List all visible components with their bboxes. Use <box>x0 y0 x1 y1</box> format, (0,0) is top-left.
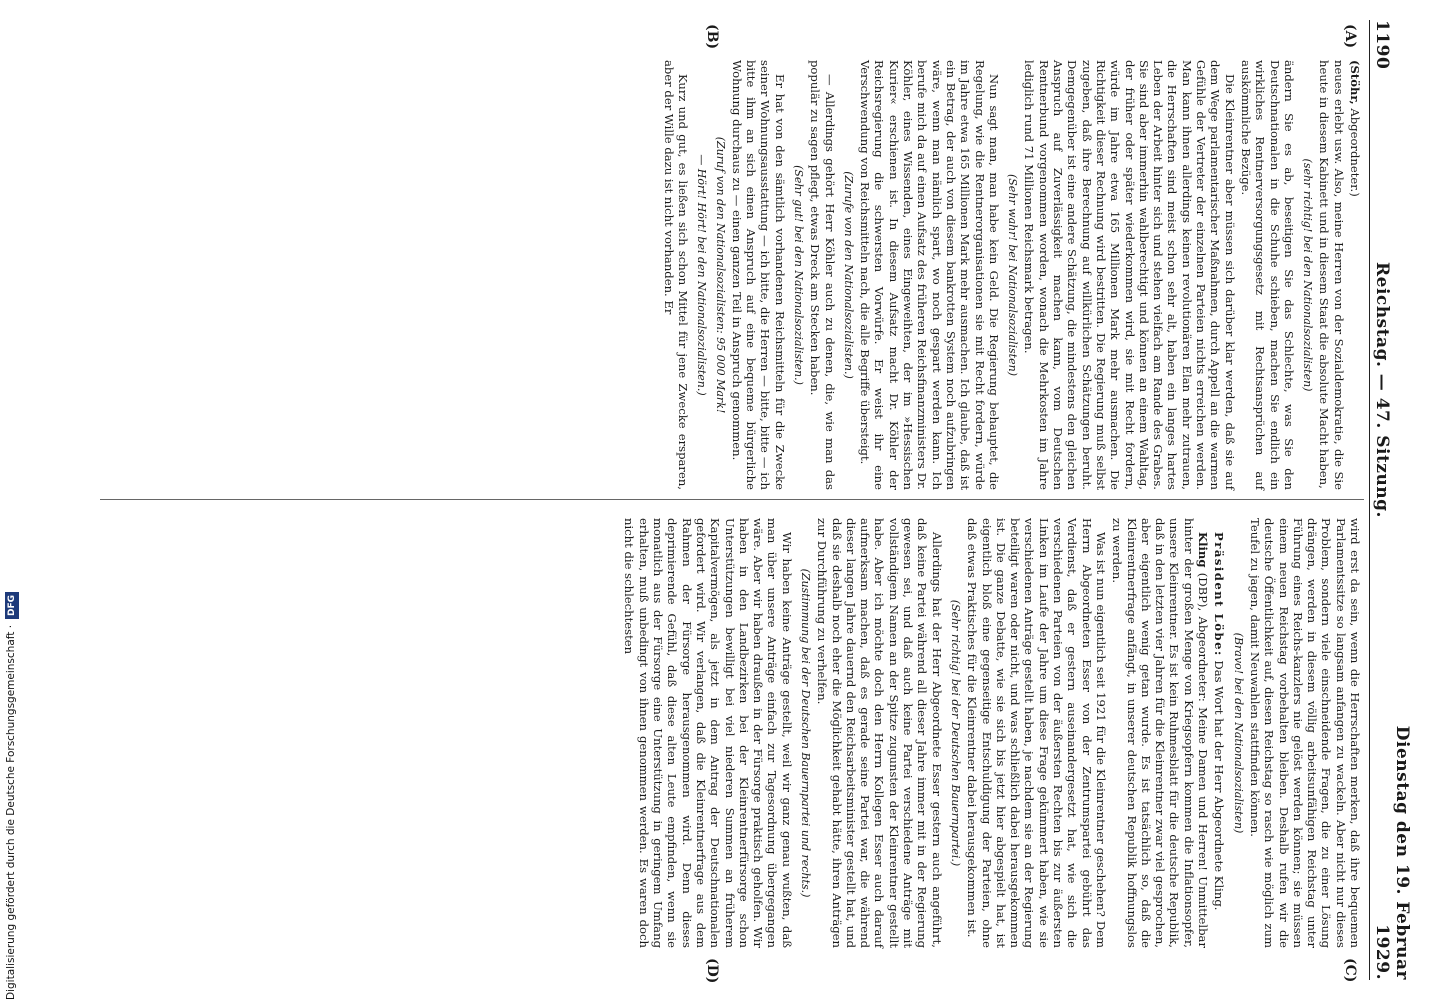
dfg-logo-icon: DFG <box>5 592 19 619</box>
session-title: Reichstag. — 47. Sitzung. <box>1372 262 1392 518</box>
interjection: (Zuruf von den Nationalsozialisten: 95 000 Mark! <box>713 136 727 414</box>
footer-strip <box>0 0 22 1000</box>
paragraph: Er hat von den sämtlich vorhandenen Reichsmitteln für die Zwecke seiner Wohnungsausstattung — ich bitte, die Herren — bitte, bitte — ich bitte ihm an sich einen Anspruch auf eine bequeme bürgerliche Wohnung durchaus zu — einen ganzen Teil in Anspruch genommen. <box>729 60 787 490</box>
paragraph: Die Kleinrentner aber müssen sich darüber klar werden, daß sie auf dem Wege parlamentarischer Maßnahmen, durch Appell an die warmen Gefühle der Vertreter der einzelnen Parteien nichts erreichen werden. Man kann ihnen allerdings keinen revolutionären Elan mehr zutrauen, die Herrschaften sind meist schon sehr alt, haben ein langes hartes Leben der Arbeit hinter sich und stehen vielfach am Rande des Grabes. Sie sind aber immerhin wahlberechtigt und können an einem Wahltag, der früher oder später wiederkommen wird, sie mit Recht fordern, würde im Jahre etwa 165 Millionen Mark mehr ausmachen. Die Richtigkeit dieser Rechnung wird bestritten. Die Regierung muß selbst zugeben, daß ihre Berechnung auf willkürlichen Schätzungen beruht. Demgegenüber ist eine andere Schätzung, die mindestens den gleichen Anspruch auf Zuverlässigkeit machen kann, vom Deutschen Rentnerbund vorgenommen worden, wonach die Mehrkosten im Jahre lediglich rund 71 Millionen Reichsmark betragen. <box>1022 60 1237 490</box>
president-name: Präsident Löbe: <box>1212 532 1227 657</box>
interjection: (Bravo! bei den Nationalsozialisten) <box>1231 632 1245 834</box>
right-column <box>620 518 1362 948</box>
page-number: 1190 <box>1372 20 1392 70</box>
footer-text: Digitalisierung gefördert durch die Deutsche Forschungsgemeinschaft · <box>5 624 17 1000</box>
interjection: (sehr richtig! bei den Nationalsozialisten) <box>1301 158 1315 392</box>
speaker-name: Kling <box>1196 532 1211 568</box>
page-header <box>1369 20 1412 980</box>
speaker-party: (DBP), Abgeordneter: <box>1196 572 1211 702</box>
interjection: (Sehr wahr! bei Nationalsozialisten) <box>1006 173 1020 376</box>
margin-marker-d: (D) <box>704 958 720 984</box>
interjection: (Sehr gut! bei den Nationalsozialisten.) <box>792 165 806 385</box>
paragraph: Wir haben keine Anträge gestellt, weil wir ganz genau wußten, daß man über unsere Anträge einfach zur Tagesordnung übergegangen wäre. Aber wir haben draußen in der Fürsorge praktisch geholfen. Wir haben in den Landbezirken bei der Kleinrentnerfürsorge schon Unterstützungen bewilligt bei viel niederen Summen an früherem Kapitalvermögen, als jetzt in dem Antrag der Deutschnationalen gefordert wird. Wir verlangen, daß die Kleinrentnerfrage aus dem Rahmen der Fürsorge herausgenommen wird. Denn dieses deprimierende Gefühl, daß diese alten Leute empfinden, wenn sie monatlich aus der Fürsorge eine Unterstützung in geringem Umfang erhalten, muß unbedingt von ihnen genommen werden. Es waren doch nicht die schlechtesten <box>622 518 794 948</box>
margin-marker-c: (C) <box>1342 958 1358 983</box>
paragraph: ändern Sie es ab, beseitigen Sie das Schlechte, was Sie den Deutschnationalen in die Schuhe schieben, machen Sie endlich ein wirkliches Rentnerversorgungsgesetz mit Rechtsansprüchen auf auskömmliche Bezüge. <box>1238 60 1296 490</box>
paragraph: Allerdings hat der Herr Abgeordnete Esser gestern auch angeführt, daß keine Partei während all dieser Jahre immer mit in der Regierung gewesen sei, und daß auch keine Partei verschiedene Anträge mit vollständigem Namen an der Spitze zugunsten der Kleinrentner gestellt habe. Aber ich möchte doch den Herrn Kollegen Esser auch darauf aufmerksam machen, daß es gerade seine Partei war, die während dieser langen Jahre dauernd den Reichsarbeitsminister gestellt hat, und daß sie deshalb noch eher die Möglichkeit gehabt hätte, ihren Anträgen zur Durchführung zu verhelfen. <box>815 518 944 948</box>
margin-marker-a: (A) <box>1342 24 1358 49</box>
footer-credit <box>2 0 20 1000</box>
paragraph: wird erst da sein, wenn die Herrschaften merken, daß ihre bequemen Parlamentssitze so langsam anfangen zu wackeln. Aber nicht nur dieses Problem, sondern viele einschneidende Fragen, die zu einer Lösung drängen, werden in diesem völlig arbeitsunfähigen Reichstag unter Führung eines Reichs-kanzlers nie gelöst werden können; sie müssen einem neuen Reichstag vorbehalten bleiben. Deshalb rufen wir die deutsche Öffentlichkeit auf, diesen Reichstag so rasch wie möglich zum Teufel zu jagen, damit Neuwahlen stattfinden können. <box>1247 518 1362 948</box>
president-text: Das Wort hat der Herr Abgeordnete Kling. <box>1212 660 1227 911</box>
paragraph: — Allerdings gehört Herr Köhler auch zu denen, die, wie man das populär zu sagen pflegt, etwas Dreck am Stecken haben. <box>808 60 837 490</box>
paragraph: Meine Damen und Herren! Unmittelbar hinter der großen Menge von Kriegsopfern kommen die Inflationsopfer, unsere Kleinrentner. Es ist kein Ruhmesblatt für die deutsche Republik, daß in den letzten vier Jahren für die Kleinrentner zwar viel gesprochen, aber eigentlich wenig getan wurde. Es ist tatsächlich so, daß die Kleinrentnerfrage anfängt, in unserer deutschen Republik hoffnungslos zu werden. <box>1110 518 1211 948</box>
left-column <box>659 60 1362 490</box>
paragraph: Was ist nun eigentlich seit 1921 für die Kleinrentner geschehen? Dem Herrn Abgeordneten Esser von der Zentrumspartei gebührt das Verdienst, daß er gestern auseinandergesetzt hat, wie sich die verschiedenen Parteien von der äußersten Rechten bis zur äußersten Linken im Laufe der Jahre um diese Frage gekümmert haben, wie sie verschiedenen Anträge gestellt haben, je nachdem sie an der Regierung beteiligt waren oder nicht, und was schließlich dabei herausgekommen ist. Die ganze Debatte, wie sie sich bis jetzt hier abgespielt hat, ist eigentlich bloß eine gegenseitige Entschuldigung der Parteien, ohne daß etwas Praktisches für die Kleinrentner dabei herausgekommen ist. <box>965 518 1108 948</box>
interjection: (Zurufe von den Nationalsozialisten.) <box>841 171 855 379</box>
interjection: (Zustimmung bei der Deutschen Bauernpartei und rechts.) <box>799 568 813 898</box>
interjection: (Sehr richtig! bei der Deutschen Bauernpartei.) <box>948 599 962 867</box>
paragraph: Nun sagt man, man habe kein Geld. Die Regierung behauptet, die Regelung, wie die Rentnerorganisationen sie mit Recht fordern, würde im Jahre etwa 165 Millionen Mark mehr ausmachen. Ich glaube, daß ist ein Betrag, der auch von diesem bankrotten System noch aufzubringen wäre, wenn man nämlich spart, wo noch gespart werden kann. Ich berufe mich da auf einen Aufsatz des früheren Reichsfinanzministers Dr. Köhler, eines Wissenden, eines Eingeweihten, der im »Hessischen Kurier« erschienen ist. In diesem Aufsatz macht Dr. Köhler der Reichsregierung die schwersten Vorwürfe. Er weist ihr eine Verschwendung von Reichsmitteln nach, die alle Begriffe übersteigt. <box>858 60 1001 490</box>
kling-line <box>1110 518 1210 948</box>
speaker-name: (Stöhr, <box>1348 60 1362 105</box>
speaker-role: Abgeordneter.) <box>1348 108 1362 197</box>
session-date: Dienstag den 19. Februar 1929. <box>1372 725 1412 980</box>
paragraph: neues erlebt usw. Also, meine Herren von der Sozialdemokratie, die Sie heute in diesem Kabinett und in diesem Staat die absolute Macht haben, <box>1317 60 1346 490</box>
paragraph: Kurz und gut, es ließen sich schon Mittel für jene Zwecke ersparen, aber der Wille dazu ist nicht vorhanden. Er <box>661 60 690 490</box>
column-divider <box>100 499 1364 500</box>
speaker-line <box>1348 60 1362 490</box>
document-page <box>80 0 1410 1000</box>
president-line <box>1212 518 1226 948</box>
interjection: — Hört! Hört! bei den Nationalsozialisten.) <box>695 154 709 396</box>
margin-marker-b: (B) <box>704 24 720 50</box>
